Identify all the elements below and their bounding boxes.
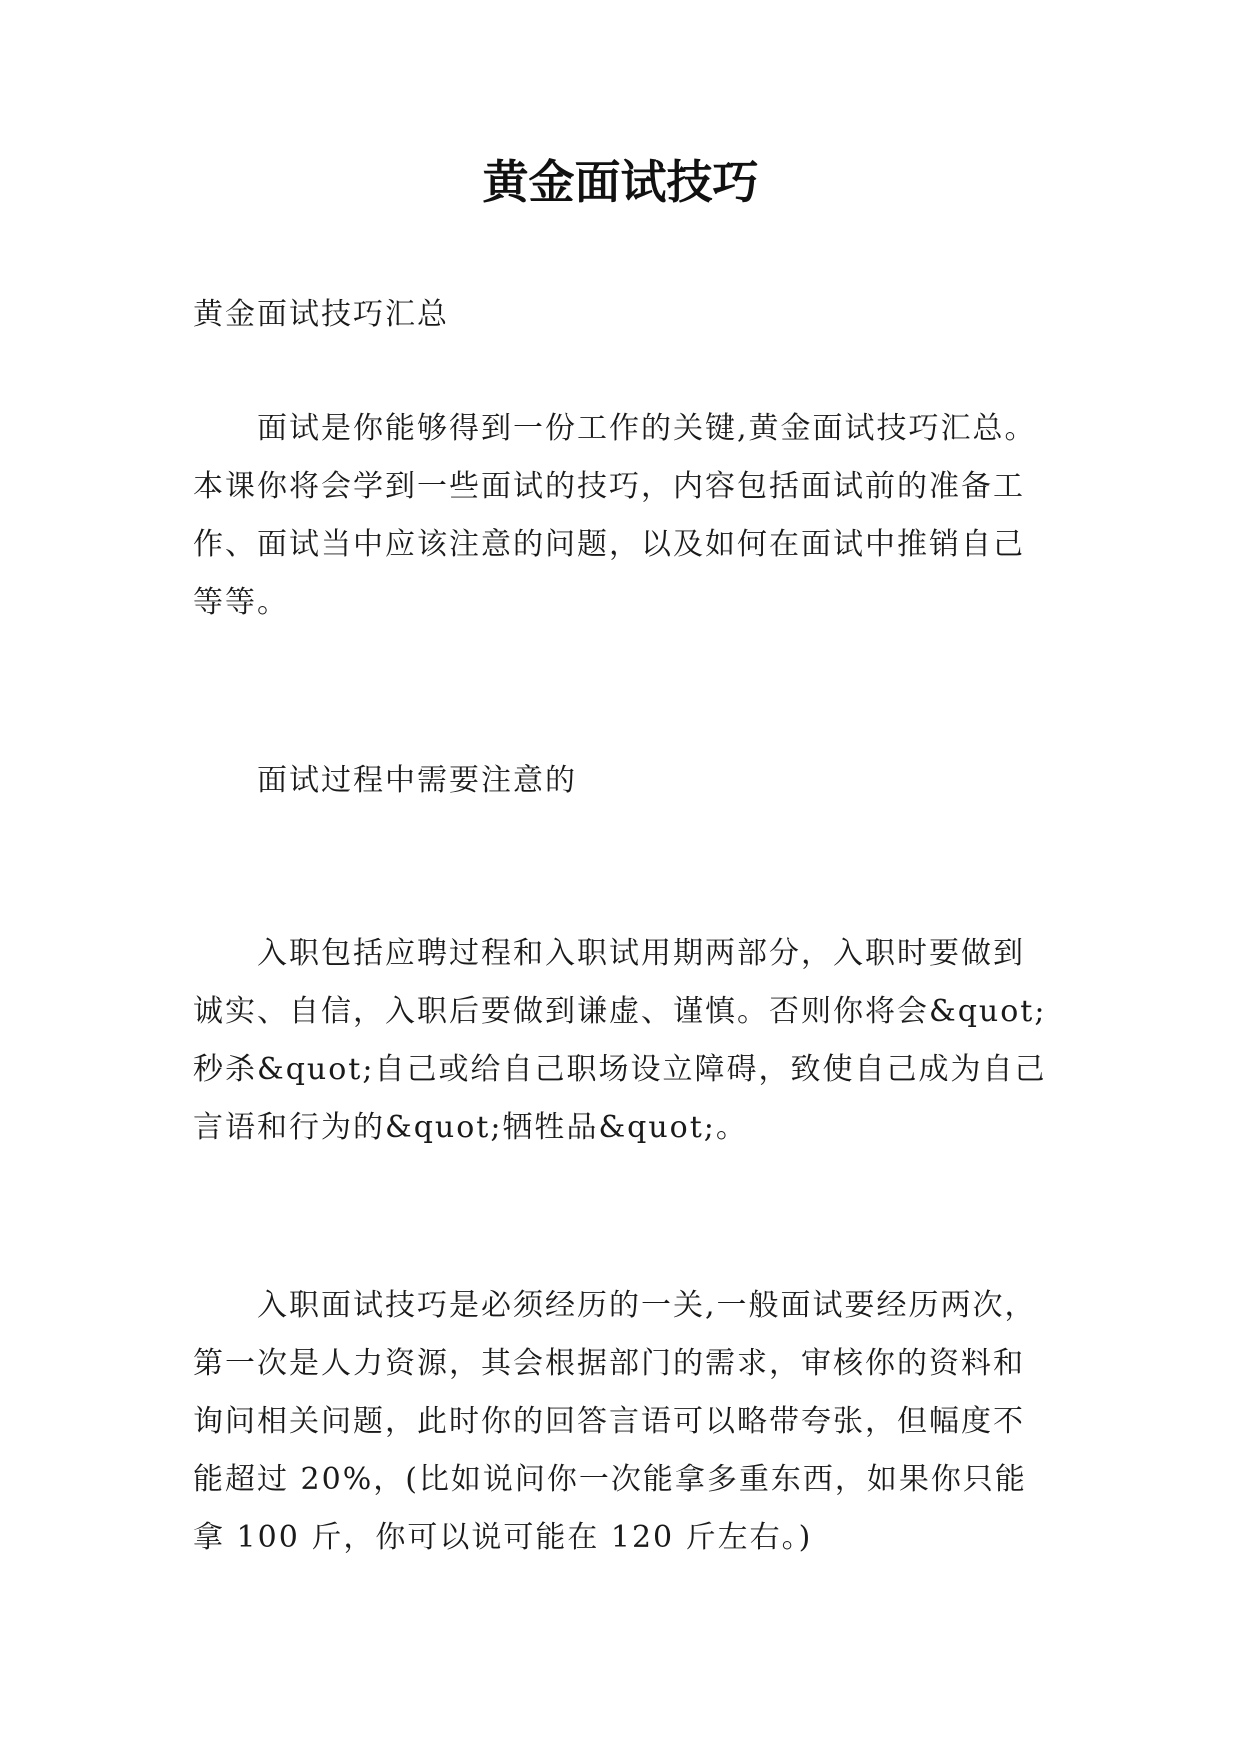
document-subtitle: 黄金面试技巧汇总: [193, 297, 449, 332]
document-title: 黄金面试技巧: [482, 155, 759, 209]
paragraph-intro: 面试是你能够得到一份工作的关键,黄金面试技巧汇总。本课你将会学到一些面试的技巧，内容包括面试前的准备工作、面试当中应该注意的问题，以及如何在面试中推销自己等等。: [193, 411, 1037, 620]
section-heading: 面试过程中需要注意的: [257, 763, 577, 798]
paragraph-interview-rounds: 入职面试技巧是必须经历的一关,一般面试要经历两次，第一次是人力资源，其会根据部门的需求，审核你的资料和询问相关问题，此时你的回答言语可以略带夸张，但幅度不能超过 20%，(比如说问你一次能拿多重东西，如果你只能拿 100 斤，你可以说可能在 120 斤左右。): [193, 1288, 1037, 1555]
paragraph-onboarding: 入职包括应聘过程和入职试用期两部分，入职时要做到诚实、自信，入职后要做到谦虚、谨慎。否则你将会&quot;秒杀&quot;自己或给自己职场设立障碍，致使自己成为自己言语和行为的&quot;牺牲品&quot;。: [193, 936, 1047, 1145]
